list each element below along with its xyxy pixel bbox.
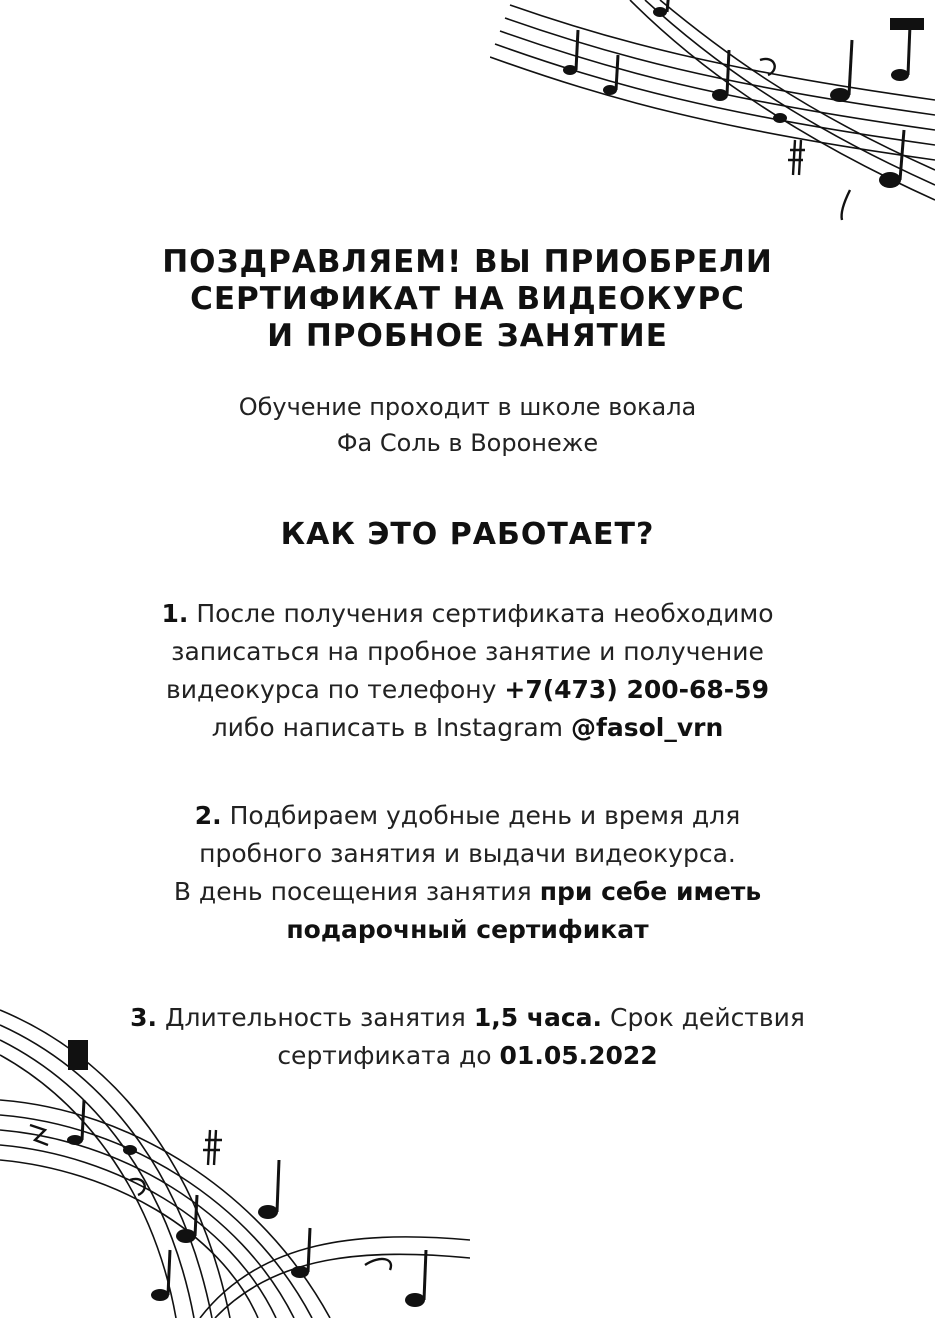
step-3-text-2: Срок действия [609, 1003, 805, 1032]
title-line-3: И ПРОБНОЕ ЗАНЯТИЕ [267, 318, 668, 354]
step-2 [0, 797, 935, 949]
step-1 [0, 595, 935, 747]
how-it-works-heading: КАК ЭТО РАБОТАЕТ? [280, 517, 655, 552]
step-3-number: 3. [130, 1003, 157, 1032]
phone-number[interactable]: +7(473) 200-68-59 [504, 675, 769, 704]
step-1-text-1: После получения сертификата необходимо [196, 599, 774, 628]
step-2-bold-1: при себе иметь [539, 877, 762, 906]
step-2-text-1: Подбираем удобные день и время для [229, 801, 741, 830]
subtitle-line-1: Обучение проходит в школе вокала [238, 393, 697, 421]
title-line-2: СЕРТИФИКАТ НА ВИДЕОКУРС [190, 281, 745, 317]
subtitle [0, 389, 935, 461]
title-line-1: ПОЗДРАВЛЯЕМ! ВЫ ПРИОБРЕЛИ [162, 244, 773, 280]
expiry-date: 01.05.2022 [499, 1041, 658, 1070]
step-2-number: 2. [194, 801, 222, 830]
step-1-text-2: записаться на пробное занятие и получение [171, 637, 764, 666]
step-1-text-3: видеокурса по телефону [166, 675, 497, 704]
certificate-title [0, 244, 935, 355]
instagram-handle[interactable]: @fasol_vrn [570, 713, 724, 742]
step-1-text-4: либо написать в Instagram [211, 713, 564, 742]
step-3 [0, 999, 935, 1075]
step-2-text-3: В день посещения занятия [173, 877, 532, 906]
step-1-number: 1. [161, 599, 189, 628]
lesson-duration: 1,5 часа. [473, 1003, 603, 1032]
step-2-text-2: пробного занятия и выдачи видеокурса. [199, 839, 736, 868]
step-3-text-3: сертификата до [277, 1041, 492, 1070]
music-notes-decoration-top [490, 0, 935, 225]
subtitle-line-2: Фа Соль в Воронеже [336, 429, 599, 457]
step-3-text-1: Длительность занятия [164, 1003, 466, 1032]
step-2-bold-2: подарочный сертификат [286, 915, 649, 944]
